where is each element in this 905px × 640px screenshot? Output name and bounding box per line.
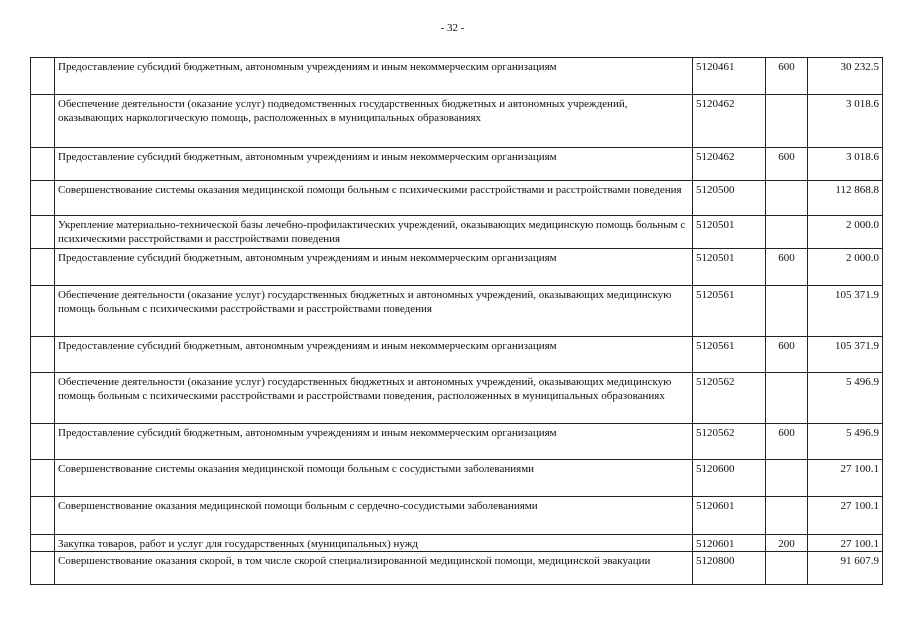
blank-cell — [31, 216, 55, 249]
item-type — [766, 286, 808, 337]
item-name: Предоставление субсидий бюджетным, автономным учреждениям и иным некоммерческим организациям — [55, 58, 693, 95]
item-type: 600 — [766, 148, 808, 181]
item-type — [766, 181, 808, 216]
item-code: 5120601 — [693, 535, 766, 552]
item-name: Предоставление субсидий бюджетным, автономным учреждениям и иным некоммерческим организациям — [55, 424, 693, 460]
item-name: Обеспечение деятельности (оказание услуг) подведомственных государственных бюджетных и автономных учреждений, оказывающих наркологическую помощь, расположенных в муниципальных образованиях — [55, 95, 693, 148]
item-name: Обеспечение деятельности (оказание услуг) государственных бюджетных и автономных учреждений, оказывающих медицинскую помощь больным с психическими расстройствами и расстройствами поведения, расположенных в муниципальных образованиях — [55, 373, 693, 424]
item-code: 5120501 — [693, 216, 766, 249]
item-amount: 27 100.1 — [808, 497, 883, 535]
table-row — [31, 424, 883, 460]
blank-cell — [31, 497, 55, 535]
item-code: 5120462 — [693, 95, 766, 148]
item-type — [766, 460, 808, 497]
item-code: 5120561 — [693, 337, 766, 373]
item-amount: 27 100.1 — [808, 460, 883, 497]
item-name: Совершенствование оказания скорой, в том числе скорой специализированной медицинской помощи, медицинской эвакуации — [55, 552, 693, 585]
item-type: 600 — [766, 337, 808, 373]
blank-cell — [31, 373, 55, 424]
table-row — [31, 148, 883, 181]
item-type — [766, 95, 808, 148]
blank-cell — [31, 460, 55, 497]
item-type — [766, 373, 808, 424]
table-row — [31, 249, 883, 286]
item-name: Предоставление субсидий бюджетным, автономным учреждениям и иным некоммерческим организациям — [55, 337, 693, 373]
table-row — [31, 535, 883, 552]
table-row — [31, 216, 883, 249]
table-row — [31, 95, 883, 148]
item-amount: 105 371.9 — [808, 337, 883, 373]
item-code: 5120601 — [693, 497, 766, 535]
item-amount: 105 371.9 — [808, 286, 883, 337]
item-code: 5120800 — [693, 552, 766, 585]
item-amount: 27 100.1 — [808, 535, 883, 552]
blank-cell — [31, 424, 55, 460]
item-amount: 91 607.9 — [808, 552, 883, 585]
item-name: Предоставление субсидий бюджетным, автономным учреждениям и иным некоммерческим организациям — [55, 249, 693, 286]
item-name: Закупка товаров, работ и услуг для государственных (муниципальных) нужд — [55, 535, 693, 552]
item-type — [766, 497, 808, 535]
item-amount: 3 018.6 — [808, 148, 883, 181]
blank-cell — [31, 58, 55, 95]
item-name: Совершенствование системы оказания медицинской помощи больным с психическими расстройствами и расстройствами поведения — [55, 181, 693, 216]
item-amount: 3 018.6 — [808, 95, 883, 148]
item-code: 5120500 — [693, 181, 766, 216]
blank-cell — [31, 535, 55, 552]
item-amount: 2 000.0 — [808, 216, 883, 249]
table-row — [31, 181, 883, 216]
item-code: 5120462 — [693, 148, 766, 181]
table-row — [31, 337, 883, 373]
table-row — [31, 460, 883, 497]
item-code: 5120600 — [693, 460, 766, 497]
item-name: Совершенствование системы оказания медицинской помощи больным с сосудистыми заболеваниями — [55, 460, 693, 497]
item-name: Совершенствование оказания медицинской помощи больным с сердечно-сосудистыми заболеваниями — [55, 497, 693, 535]
blank-cell — [31, 337, 55, 373]
item-amount: 30 232.5 — [808, 58, 883, 95]
table-row — [31, 58, 883, 95]
item-type: 600 — [766, 249, 808, 286]
item-type — [766, 552, 808, 585]
item-type — [766, 216, 808, 249]
budget-table — [30, 57, 883, 585]
blank-cell — [31, 286, 55, 337]
item-type: 600 — [766, 58, 808, 95]
item-name: Обеспечение деятельности (оказание услуг) государственных бюджетных и автономных учреждений, оказывающих медицинскую помощь больным с психическими расстройствами и расстройствами поведения — [55, 286, 693, 337]
item-name: Укрепление материально-технической базы лечебно-профилактических учреждений, оказывающих медицинскую помощь больным с психическими расстройствами и расстройствами поведения — [55, 216, 693, 249]
table-row — [31, 497, 883, 535]
item-amount: 5 496.9 — [808, 373, 883, 424]
blank-cell — [31, 249, 55, 286]
blank-cell — [31, 181, 55, 216]
table-row — [31, 373, 883, 424]
item-name: Предоставление субсидий бюджетным, автономным учреждениям и иным некоммерческим организациям — [55, 148, 693, 181]
item-type: 200 — [766, 535, 808, 552]
item-amount: 112 868.8 — [808, 181, 883, 216]
blank-cell — [31, 552, 55, 585]
item-amount: 2 000.0 — [808, 249, 883, 286]
table-row — [31, 552, 883, 585]
item-amount: 5 496.9 — [808, 424, 883, 460]
blank-cell — [31, 95, 55, 148]
blank-cell — [31, 148, 55, 181]
table-row — [31, 286, 883, 337]
item-code: 5120501 — [693, 249, 766, 286]
item-code: 5120562 — [693, 373, 766, 424]
item-code: 5120461 — [693, 58, 766, 95]
item-code: 5120562 — [693, 424, 766, 460]
item-type: 600 — [766, 424, 808, 460]
page-number: - 32 - — [440, 22, 465, 34]
item-code: 5120561 — [693, 286, 766, 337]
